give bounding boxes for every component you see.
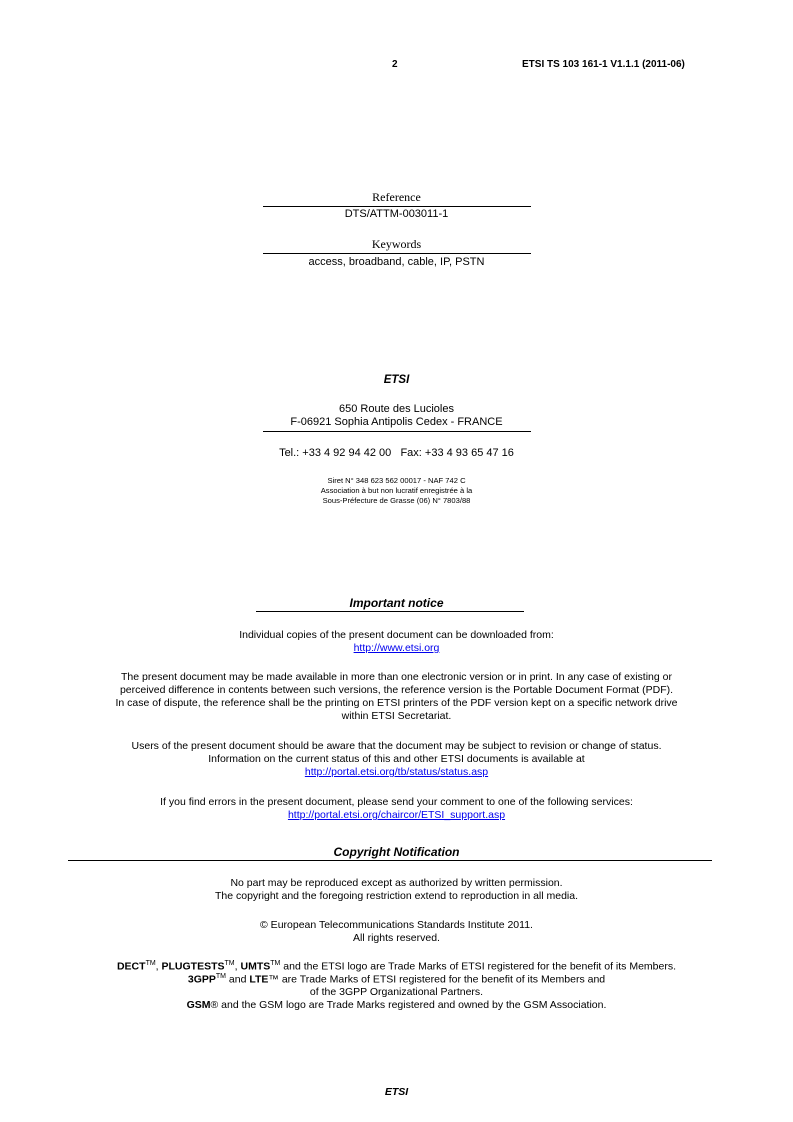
tm-sup-4: TM <box>215 973 226 980</box>
trademark-line-1: DECT™, PLUGTESTS™, UMTS™ and the ETSI logo are Trade Marks of ETSI registered for the benefit of its Members. <box>116 960 677 973</box>
notice-errors-text: If you find errors in the present document, please send your comment to one of the following services: <box>160 796 633 808</box>
tm-line-1-tail: and the ETSI logo are Trade Marks of ETSI registered for the benefit of its Members. <box>280 960 677 973</box>
tm-and: and <box>225 973 250 986</box>
page-number: 2 <box>392 59 398 70</box>
copyright-rule <box>68 860 712 861</box>
copyright-line-4: All rights reserved. <box>353 932 440 944</box>
copyright-title: Copyright Notification <box>333 845 460 859</box>
siret-line-3: Sous-Préfecture de Grasse (06) N° 7803/88 <box>322 496 471 505</box>
tm-lte: LTE <box>249 973 269 986</box>
etsi-website-link[interactable]: http://www.etsi.org <box>353 642 440 654</box>
etsi-org-name: ETSI <box>383 374 410 386</box>
trademark-line-2 <box>0 973 793 986</box>
tm-sup-3: TM <box>270 960 281 967</box>
trademark-line-4 <box>0 999 793 1011</box>
reference-label: Reference <box>372 190 421 204</box>
tm-line-2-tail: ™ are Trade Marks of ETSI registered for the benefit of its Members and <box>268 973 606 986</box>
phone-fax: Tel.: +33 4 92 94 42 00 Fax: +33 4 93 65 47 16 <box>279 447 514 459</box>
copyright-line-2: The copyright and the foregoing restriction extend to reproduction in all media. <box>214 890 579 902</box>
reference-rule <box>263 206 531 207</box>
important-notice-rule <box>256 611 524 612</box>
notice-versions-line-4: within ETSI Secretariat. <box>341 710 452 722</box>
tm-line-4-tail: ® and the GSM logo are Trade Marks registered and owned by the GSM Association. <box>210 999 607 1011</box>
notice-download-text: Individual copies of the present document can be downloaded from: <box>239 629 554 641</box>
copyright-line-1: No part may be reproduced except as authorized by written permission. <box>230 877 563 889</box>
copyright-line-3: © European Telecommunications Standards Institute 2011. <box>260 919 533 931</box>
tm-sup-2: TM <box>224 960 235 967</box>
address-rule <box>263 431 531 432</box>
trademark-line-3: of the 3GPP Organizational Partners. <box>309 986 484 998</box>
notice-versions-line-1: The present document may be made available in more than one electronic version or in print. In any case of existing or <box>121 671 672 683</box>
notice-versions-line-2: perceived difference in contents between such versions, the reference version is the Portable Document Format (PDF). <box>119 684 674 696</box>
tm-plugtests: PLUGTESTS <box>161 960 225 973</box>
address-line-1: 650 Route des Lucioles <box>339 403 454 415</box>
keywords-rule <box>263 253 531 254</box>
notice-status-line-2: Information on the current status of this and other ETSI documents is available at <box>208 753 585 765</box>
footer-org: ETSI <box>384 1086 409 1098</box>
important-notice-title: Important notice <box>349 596 444 610</box>
tm-3gpp: 3GPP <box>187 973 216 986</box>
reference-value: DTS/ATTM-003011-1 <box>344 208 449 220</box>
notice-status-line-1: Users of the present document should be aware that the document may be subject to revision or change of status. <box>131 740 662 752</box>
support-page-link[interactable]: http://portal.etsi.org/chaircor/ETSI_support.asp <box>287 809 506 821</box>
document-id: ETSI TS 103 161-1 V1.1.1 (2011-06) <box>522 59 685 70</box>
status-page-link[interactable]: http://portal.etsi.org/tb/status/status.asp <box>304 766 489 778</box>
tm-gsm: GSM <box>186 999 211 1011</box>
keywords-value: access, broadband, cable, IP, PSTN <box>308 256 485 268</box>
tm-sup-1: TM <box>145 960 156 967</box>
tm-dect: DECT <box>116 960 146 973</box>
address-line-2: F-06921 Sophia Antipolis Cedex - FRANCE <box>290 416 503 428</box>
keywords-label: Keywords <box>371 237 422 251</box>
siret-line-2: Association à but non lucratif enregistrée à la <box>320 486 473 495</box>
tm-umts: UMTS <box>240 960 271 973</box>
notice-versions-line-3: In case of dispute, the reference shall be the printing on ETSI printers of the PDF version kept on a specific network drive <box>115 697 678 709</box>
siret-line-1: Siret N° 348 623 562 00017 - NAF 742 C <box>327 476 466 485</box>
